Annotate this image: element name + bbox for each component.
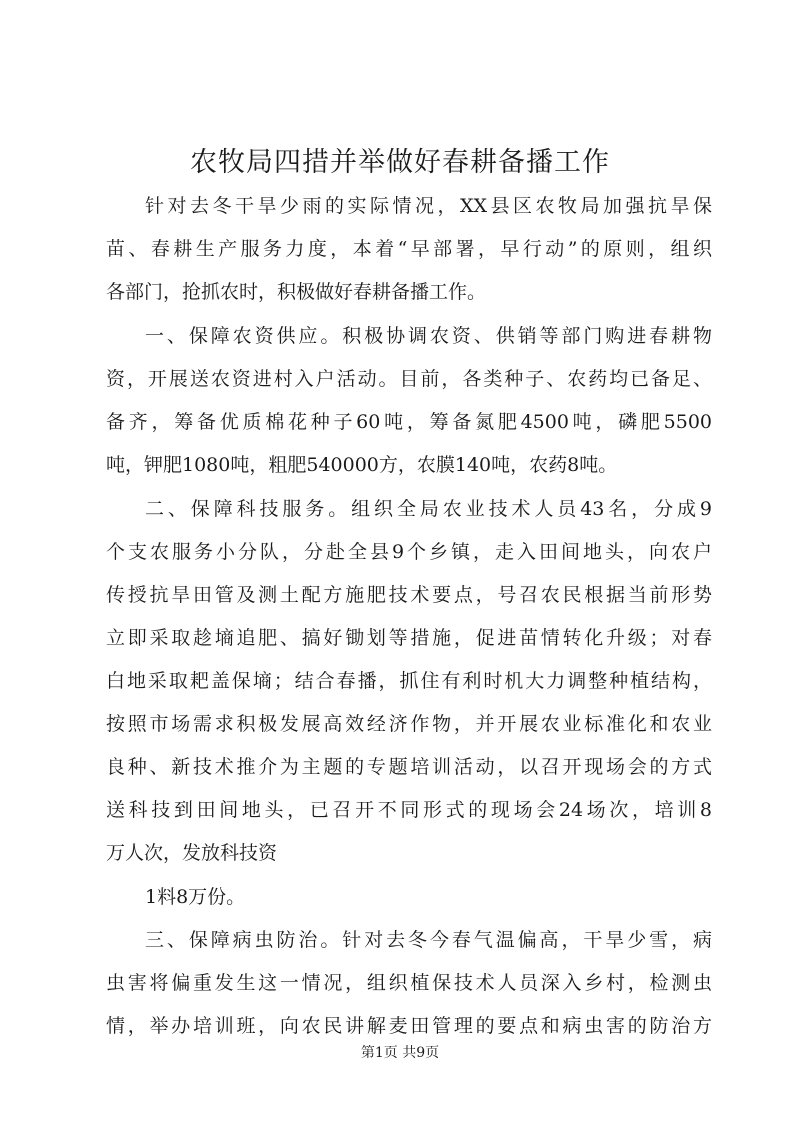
body-line: 苗、春耕生产服务力度，本着“早部署，早行动”的原则，组织 (106, 238, 712, 260)
body-line: 虫害将偏重发生这一情况，组织植保技术人员深入乡村，检测虫 (106, 972, 712, 994)
body-line: 万人次，发放科技资 (106, 842, 278, 864)
body-line: 良种、新技术推介为主题的专题培训活动，以召开现场会的方式 (106, 756, 712, 778)
body-line: 一、保障农资供应。积极协调农资、供销等部门购进春耕物 (145, 325, 712, 347)
body-line: 各部门，抢抓农时，积极做好春耕备播工作。 (106, 281, 487, 303)
document-title: 农牧局四措并举做好春耕备播工作 (190, 147, 610, 178)
body-line: 针对去冬干旱少雨的实际情况，XX县区农牧局加强抗旱保 (145, 195, 712, 217)
body-line: 吨，钾肥1080吨，粗肥540000方，农膜140吨，农药8吨。 (106, 454, 618, 476)
body-line: 情，举办培训班，向农民讲解麦田管理的要点和病虫害的防治方 (106, 1015, 712, 1037)
body-line: 白地采取耙盖保墒；结合春播，抓住有利时机大力调整种植结构， (106, 670, 712, 692)
body-line: 送科技到田间地头，已召开不同形式的现场会24场次，培训8 (106, 799, 712, 821)
body-line: 三、保障病虫防治。针对去冬今春气温偏高，干旱少雪，病 (145, 929, 712, 951)
body-line: 备齐，筹备优质棉花种子60吨，筹备氮肥4500吨，磷肥5500 (106, 411, 712, 433)
body-line: 1料8万份。 (145, 886, 246, 908)
body-line: 资，开展送农资进村入户活动。目前，各类种子、农药均已备足、 (106, 368, 712, 390)
page-number: 第1页 共9页 (360, 1045, 440, 1061)
body-line: 二、保障科技服务。组织全局农业技术人员43名，分成9 (145, 498, 712, 520)
body-line: 按照市场需求积极发展高效经济作物，并开展农业标准化和农业 (106, 713, 712, 735)
body-line: 传授抗旱田管及测土配方施肥技术要点，号召农民根据当前形势 (106, 584, 712, 606)
body-line: 个支农服务小分队，分赴全县9个乡镇，走入田间地头，向农户 (106, 541, 712, 563)
body-line: 立即采取趁墒追肥、搞好锄划等措施，促进苗情转化升级；对春 (106, 627, 712, 649)
